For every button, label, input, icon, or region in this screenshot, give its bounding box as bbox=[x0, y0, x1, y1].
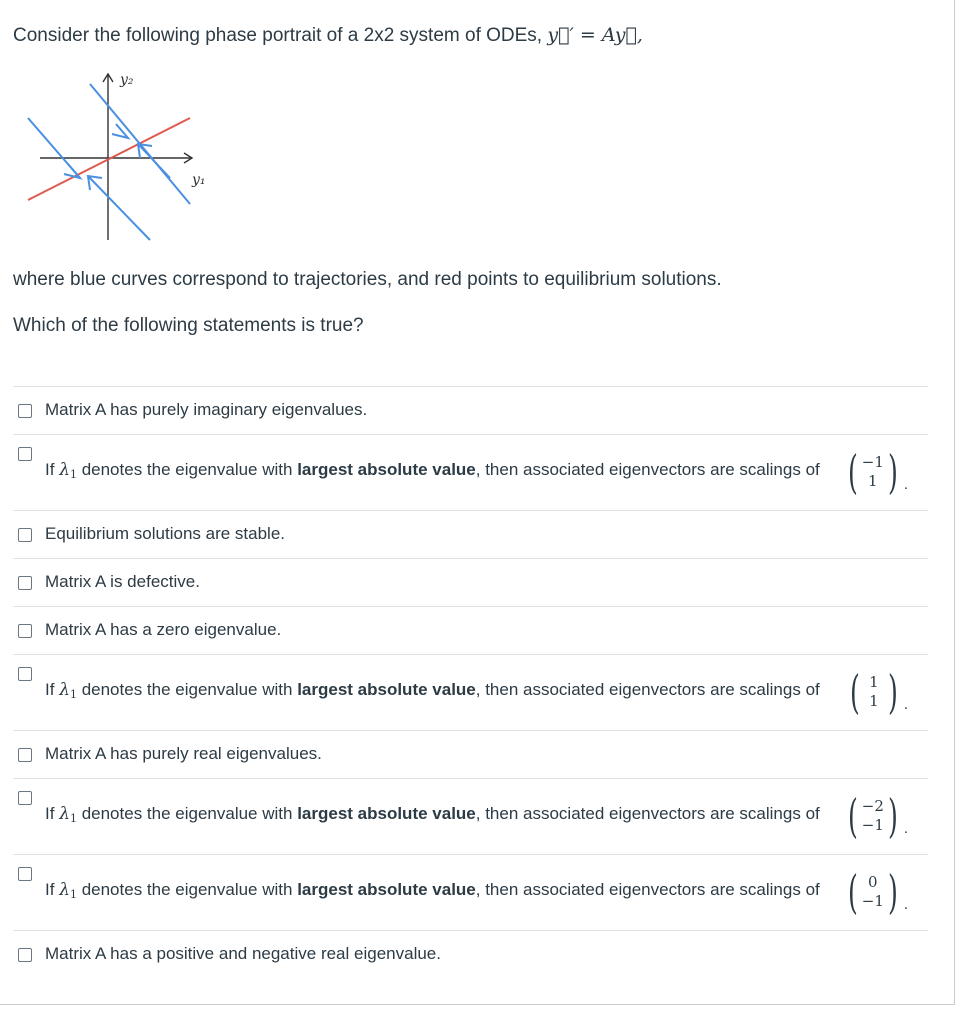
right-paren: ) bbox=[887, 789, 898, 843]
phase-portrait bbox=[20, 66, 250, 246]
lambda-subscript: 1 bbox=[69, 468, 77, 481]
option-checkbox[interactable] bbox=[18, 624, 32, 638]
answer-option[interactable] bbox=[13, 930, 928, 978]
vector-entry: −1 bbox=[861, 453, 884, 471]
option-text: Equilibrium solutions are stable. bbox=[45, 524, 286, 543]
question-caption: where blue curves correspond to trajectories, and red points to equilibrium solutions. bbox=[13, 269, 722, 290]
answer-option[interactable] bbox=[13, 778, 928, 854]
period: . bbox=[903, 696, 908, 713]
answer-option[interactable] bbox=[13, 854, 928, 930]
vector-entries bbox=[862, 797, 884, 835]
option-text bbox=[45, 460, 820, 481]
option-text bbox=[45, 880, 820, 901]
vector-entries bbox=[864, 673, 884, 711]
answer-option[interactable] bbox=[13, 434, 928, 510]
answer-option[interactable] bbox=[13, 558, 928, 606]
eig-prefix: If bbox=[45, 804, 55, 823]
option-checkbox[interactable] bbox=[18, 667, 32, 681]
lambda-symbol bbox=[59, 804, 77, 824]
right-paren: ) bbox=[887, 865, 898, 919]
eig-bold: largest absolute value bbox=[297, 880, 476, 899]
answer-option[interactable] bbox=[13, 730, 928, 778]
left-paren: ( bbox=[847, 865, 858, 919]
period: . bbox=[903, 476, 908, 493]
equilibrium-line bbox=[28, 118, 190, 200]
option-text: Matrix A has a positive and negative real eigenvalue. bbox=[45, 944, 441, 963]
lambda-symbol bbox=[59, 680, 77, 700]
eig-prefix: If bbox=[45, 680, 55, 699]
option-checkbox[interactable] bbox=[18, 447, 32, 461]
option-checkbox[interactable] bbox=[18, 404, 32, 418]
eig-middle: denotes the eigenvalue with bbox=[76, 880, 298, 899]
lambda-char: λ bbox=[59, 804, 70, 824]
vector-entry: −1 bbox=[861, 816, 884, 834]
eig-prefix: If bbox=[45, 460, 55, 479]
vector-entries bbox=[862, 453, 884, 491]
left-paren: ( bbox=[847, 445, 858, 499]
option-text: Matrix A is defective. bbox=[45, 572, 200, 591]
eigenvector bbox=[844, 865, 908, 919]
option-text bbox=[45, 804, 820, 825]
left-paren: ( bbox=[849, 665, 860, 719]
eig-middle: denotes the eigenvalue with bbox=[76, 680, 298, 699]
question-intro bbox=[13, 24, 643, 47]
option-checkbox[interactable] bbox=[18, 948, 32, 962]
option-checkbox[interactable] bbox=[18, 791, 32, 805]
vector-entry: 0 bbox=[868, 873, 878, 891]
answer-options bbox=[13, 386, 928, 978]
eigenvector bbox=[846, 665, 908, 719]
option-checkbox[interactable] bbox=[18, 748, 32, 762]
eig-suffix: , then associated eigenvectors are scalings of bbox=[475, 460, 820, 479]
eig-bold: largest absolute value bbox=[297, 460, 476, 479]
right-paren: ) bbox=[887, 445, 898, 499]
answer-option[interactable] bbox=[13, 654, 928, 730]
answer-option[interactable] bbox=[13, 386, 928, 434]
option-checkbox[interactable] bbox=[18, 528, 32, 542]
option-text: Matrix A has purely real eigenvalues. bbox=[45, 744, 322, 763]
eig-middle: denotes the eigenvalue with bbox=[76, 804, 298, 823]
eig-suffix: , then associated eigenvectors are scalings of bbox=[475, 804, 820, 823]
right-paren: ) bbox=[887, 665, 898, 719]
eig-prefix: If bbox=[45, 880, 55, 899]
period: . bbox=[903, 820, 908, 837]
eig-bold: largest absolute value bbox=[297, 804, 476, 823]
trajectory-right bbox=[138, 144, 170, 178]
ode-equation: y⃗′ = Ay⃗, bbox=[547, 24, 643, 46]
eig-suffix: , then associated eigenvectors are scalings of bbox=[475, 880, 820, 899]
trajectory-lower bbox=[88, 176, 150, 240]
option-checkbox[interactable] bbox=[18, 576, 32, 590]
y2-label: y₂ bbox=[120, 72, 134, 88]
lambda-char: λ bbox=[59, 460, 70, 480]
lambda-subscript: 1 bbox=[69, 688, 77, 701]
y1-label: y₁ bbox=[192, 172, 206, 188]
eig-middle: denotes the eigenvalue with bbox=[76, 460, 298, 479]
left-paren: ( bbox=[847, 789, 858, 843]
eigenvector bbox=[844, 445, 908, 499]
option-checkbox[interactable] bbox=[18, 867, 32, 881]
lambda-symbol bbox=[59, 880, 77, 900]
question-prompt: Which of the following statements is true? bbox=[13, 315, 364, 336]
answer-option[interactable] bbox=[13, 510, 928, 558]
trajectory-left-arrow bbox=[64, 164, 80, 178]
lambda-char: λ bbox=[59, 680, 70, 700]
lambda-subscript: 1 bbox=[69, 812, 77, 825]
eig-suffix: , then associated eigenvectors are scalings of bbox=[475, 680, 820, 699]
vector-entry: 1 bbox=[869, 673, 879, 691]
lambda-symbol bbox=[59, 460, 77, 480]
lambda-char: λ bbox=[59, 880, 70, 900]
vector-entry: 1 bbox=[869, 692, 879, 710]
lambda-subscript: 1 bbox=[69, 888, 77, 901]
vector-entry: −2 bbox=[861, 797, 884, 815]
option-text: Matrix A has a zero eigenvalue. bbox=[45, 620, 282, 639]
answer-option[interactable] bbox=[13, 606, 928, 654]
eigenvector bbox=[844, 789, 908, 843]
eig-bold: largest absolute value bbox=[297, 680, 476, 699]
option-text: Matrix A has purely imaginary eigenvalues. bbox=[45, 400, 368, 419]
question-intro-text: Consider the following phase portrait of a 2x2 system of ODEs, bbox=[13, 25, 543, 46]
vector-entry: −1 bbox=[861, 892, 884, 910]
option-text bbox=[45, 680, 820, 701]
period: . bbox=[903, 896, 908, 913]
vector-entry: 1 bbox=[868, 472, 878, 490]
vector-entries bbox=[862, 873, 884, 911]
